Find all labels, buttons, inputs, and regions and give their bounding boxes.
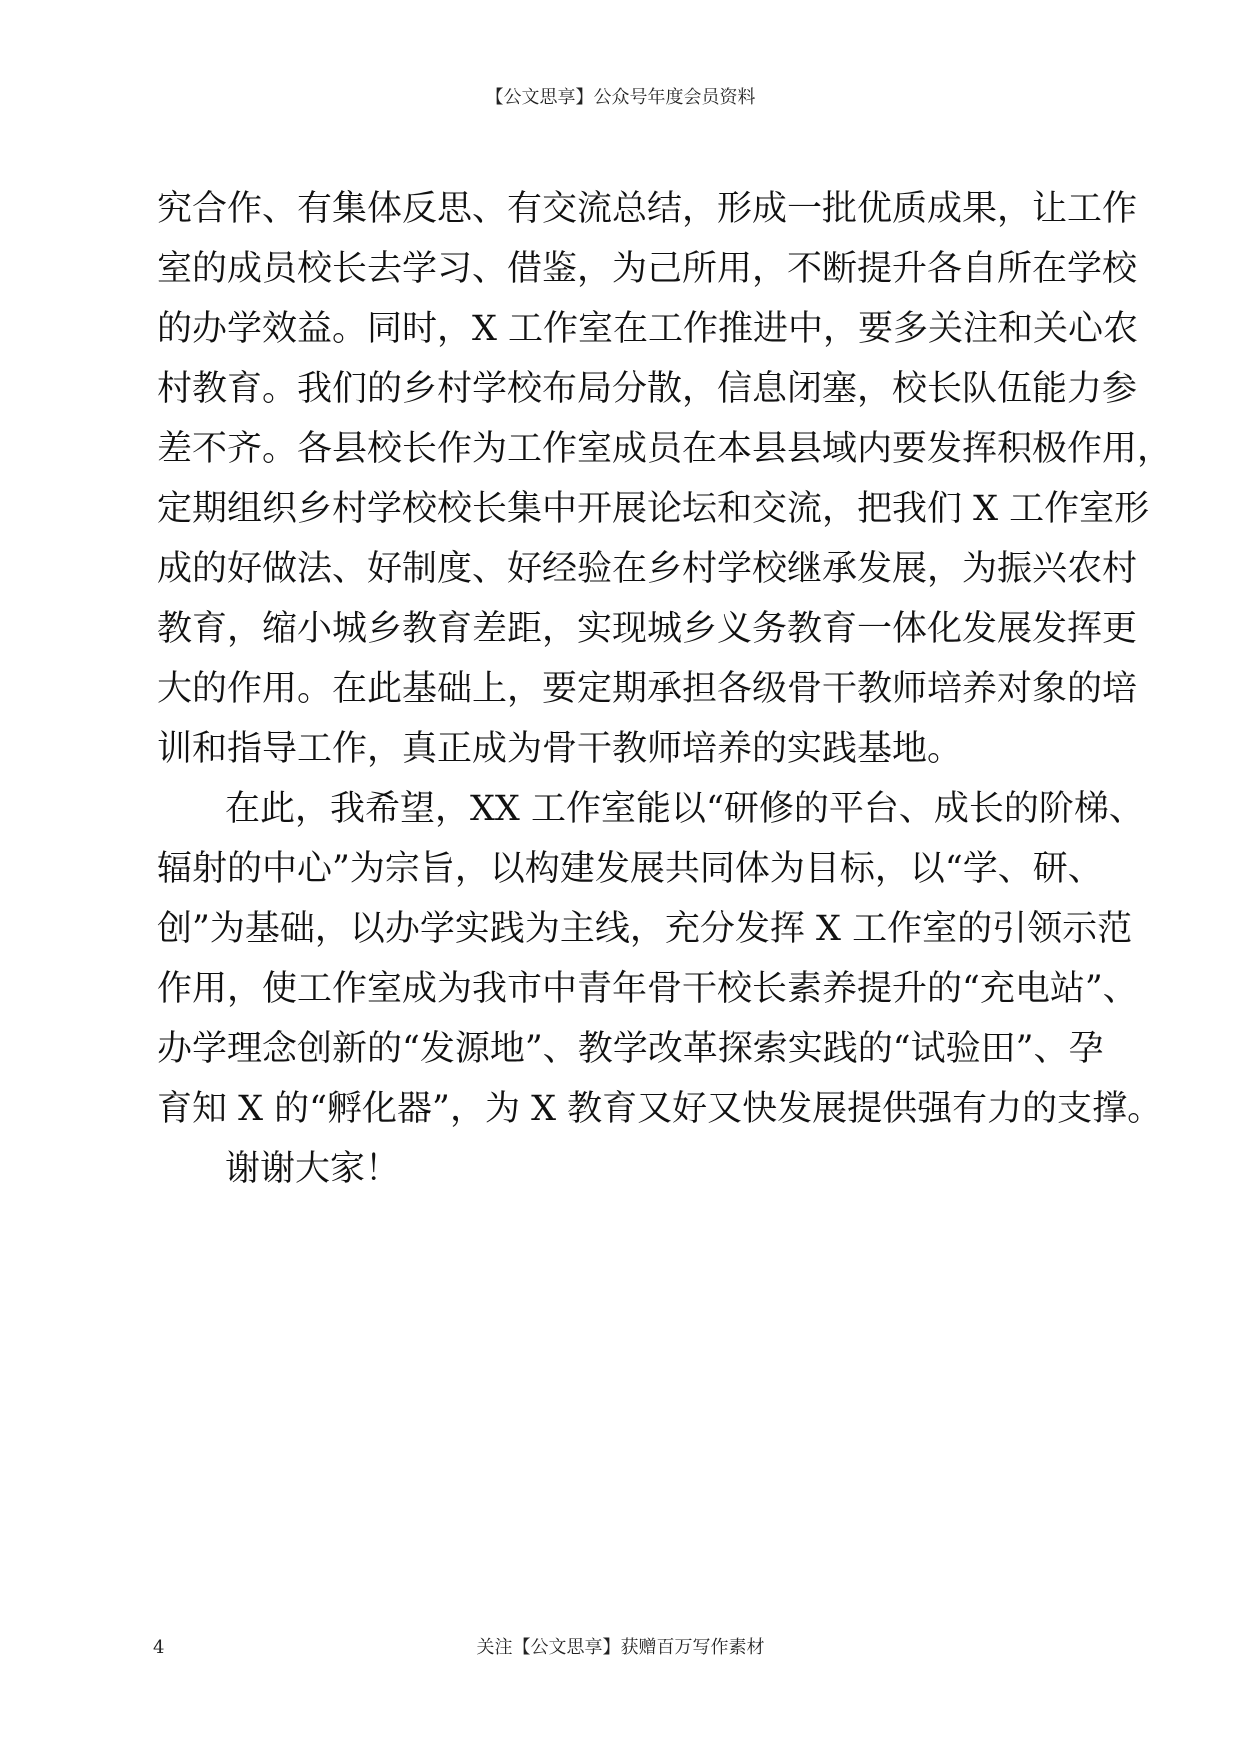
body-line: 在此，我希望，XX 工作室能以“研修的平台、成长的阶梯、: [225, 789, 1144, 829]
page-header: 【公文思享】公众号年度会员资料: [485, 87, 756, 108]
body-line: 大的作用。在此基础上，要定期承担各级骨干教师培养对象的培: [157, 669, 1138, 709]
body-line: 定期组织乡村学校校长集中开展论坛和交流，把我们 X 工作室形: [157, 489, 1150, 529]
body-line: 究合作、有集体反思、有交流总结，形成一批优质成果，让工作: [157, 189, 1138, 229]
body-line: 室的成员校长去学习、借鉴，为己所用，不断提升各自所在学校: [157, 249, 1138, 289]
body-line: 办学理念创新的“发源地”、教学改革探索实践的“试验田”、孕: [157, 1029, 1104, 1069]
body-line: 的办学效益。同时，X 工作室在工作推进中，要多关注和关心农: [157, 309, 1139, 349]
body-line: 育知 X 的“孵化器”，为 X 教育又好又快发展提供强有力的支撑。: [157, 1089, 1163, 1129]
body-line: 谢谢大家！: [225, 1149, 401, 1189]
body-line: 辐射的中心”为宗旨，以构建发展共同体为目标，以“学、研、: [157, 849, 1103, 889]
body-line: 差不齐。各县校长作为工作室成员在本县县域内要发挥积极作用，: [157, 429, 1173, 469]
body-line: 训和指导工作，真正成为骨干教师培养的实践基地。: [157, 729, 963, 769]
page-number: 4: [153, 1637, 165, 1658]
body-line: 村教育。我们的乡村学校布局分散，信息闭塞，校长队伍能力参: [157, 369, 1138, 409]
body-line: 教育，缩小城乡教育差距，实现城乡义务教育一体化发展发挥更: [157, 609, 1138, 649]
body-line: 创”为基础，以办学实践为主线，充分发挥 X 工作室的引领示范: [157, 909, 1133, 949]
body-line: 作用，使工作室成为我市中青年骨干校长素养提升的“充电站”、: [157, 969, 1138, 1009]
body-line: 成的好做法、好制度、好经验在乡村学校继承发展，为振兴农村: [157, 549, 1138, 589]
page-footer: 关注【公文思享】获赠百万写作素材: [476, 1637, 765, 1658]
